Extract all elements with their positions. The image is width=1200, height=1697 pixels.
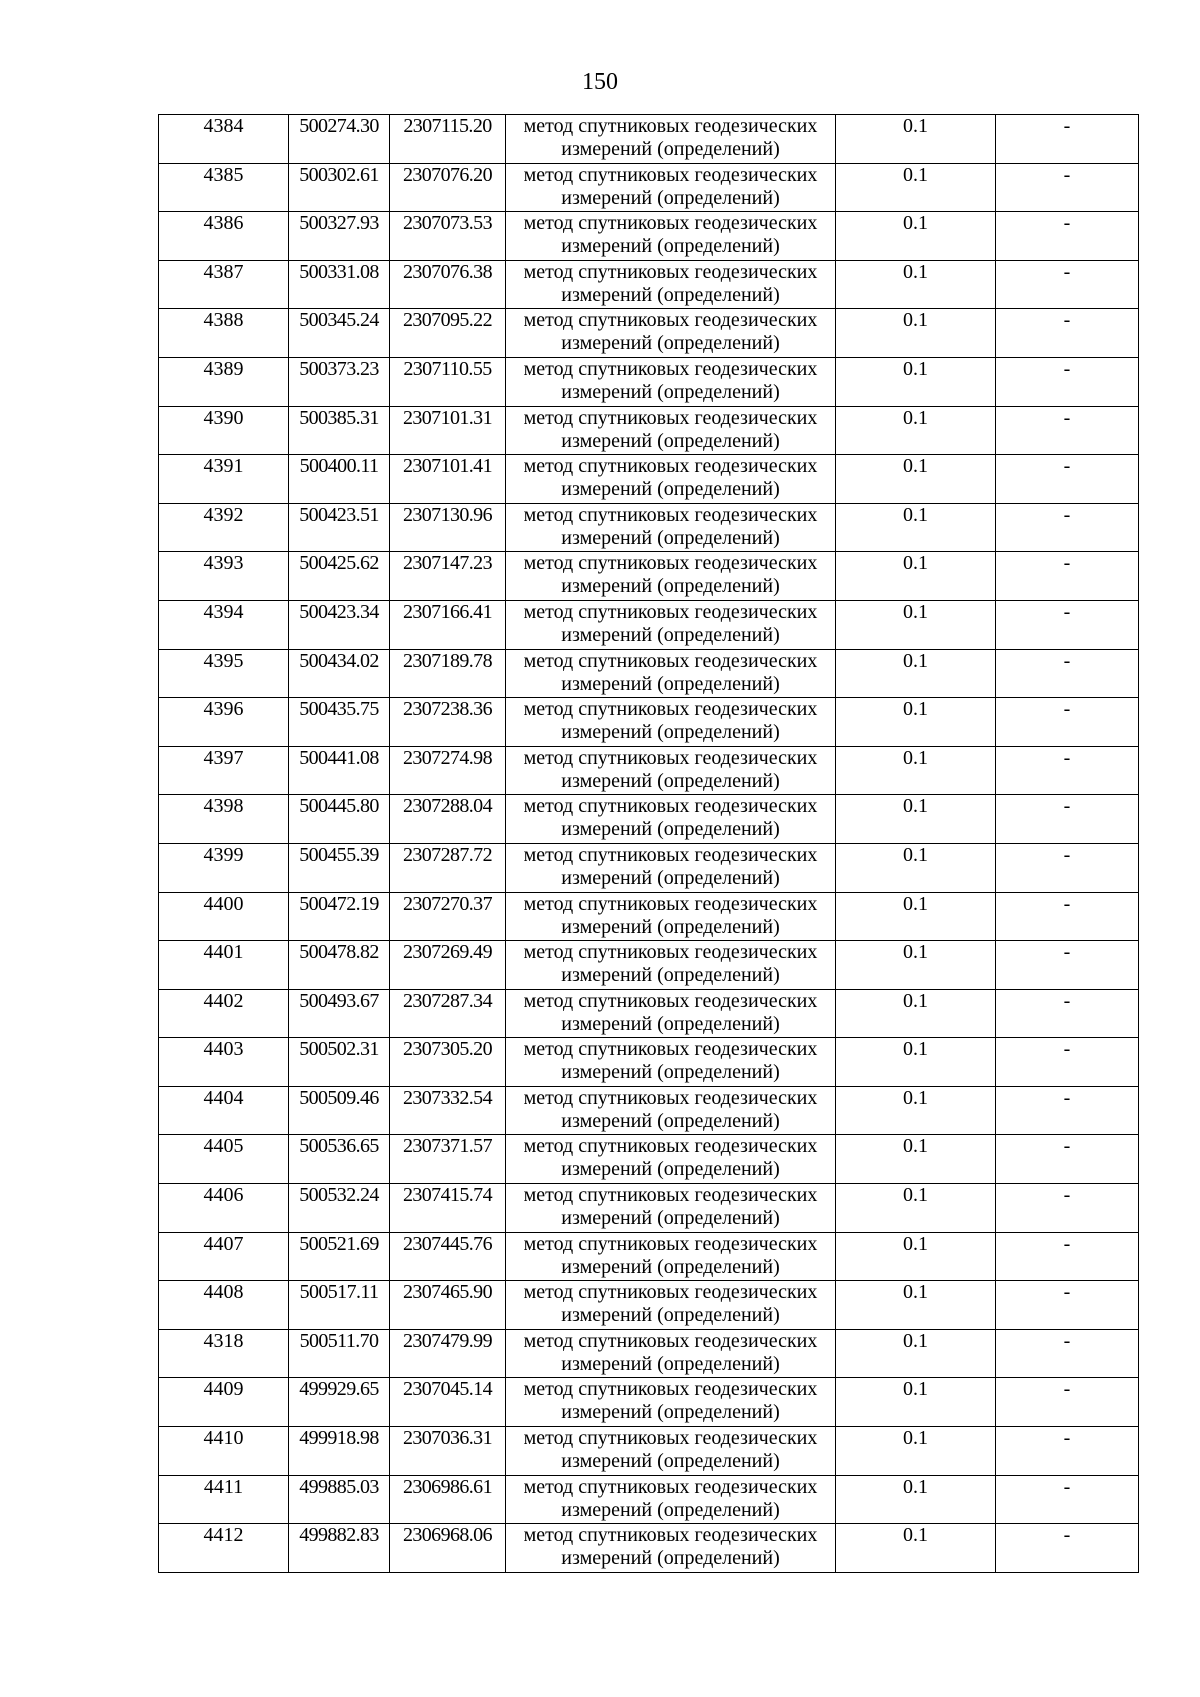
method-text: метод спутниковых геодезических измерений (определений) — [506, 552, 836, 601]
coordinate-x: 499918.98 — [289, 1427, 390, 1476]
accuracy-value: 0.1 — [836, 503, 996, 552]
coordinate-x: 500511.70 — [289, 1329, 390, 1378]
coordinate-x: 500536.65 — [289, 1135, 390, 1184]
coordinate-x: 499882.83 — [289, 1524, 390, 1573]
accuracy-value: 0.1 — [836, 455, 996, 504]
coordinate-y: 2307332.54 — [390, 1086, 506, 1135]
method-text: метод спутниковых геодезических измерений (определений) — [506, 1475, 836, 1524]
accuracy-value: 0.1 — [836, 115, 996, 164]
coordinate-x: 500345.24 — [289, 309, 390, 358]
table-row — [159, 843, 1139, 892]
point-number: 4387 — [159, 260, 289, 309]
coordinate-y: 2307045.14 — [390, 1378, 506, 1427]
method-text: метод спутниковых геодезических измерений (определений) — [506, 163, 836, 212]
point-number: 4397 — [159, 746, 289, 795]
method-text: метод спутниковых геодезических измерений (определений) — [506, 989, 836, 1038]
table-row — [159, 1427, 1139, 1476]
method-text: метод спутниковых геодезических измерений (определений) — [506, 843, 836, 892]
note-value: - — [996, 552, 1139, 601]
point-number: 4396 — [159, 698, 289, 747]
point-number: 4391 — [159, 455, 289, 504]
note-value: - — [996, 115, 1139, 164]
note-value: - — [996, 1038, 1139, 1087]
method-text: метод спутниковых геодезических измерений (определений) — [506, 406, 836, 455]
note-value: - — [996, 1475, 1139, 1524]
note-value: - — [996, 260, 1139, 309]
accuracy-value: 0.1 — [836, 1184, 996, 1233]
accuracy-value: 0.1 — [836, 1427, 996, 1476]
accuracy-value: 0.1 — [836, 698, 996, 747]
coordinate-x: 500331.08 — [289, 260, 390, 309]
note-value: - — [996, 1135, 1139, 1184]
coordinate-x: 500441.08 — [289, 746, 390, 795]
coordinate-x: 500274.30 — [289, 115, 390, 164]
note-value: - — [996, 309, 1139, 358]
table-row — [159, 503, 1139, 552]
table-row — [159, 600, 1139, 649]
coordinate-x: 500478.82 — [289, 941, 390, 990]
coordinate-y: 2307101.41 — [390, 455, 506, 504]
accuracy-value: 0.1 — [836, 309, 996, 358]
accuracy-value: 0.1 — [836, 649, 996, 698]
method-text: метод спутниковых геодезических измерений (определений) — [506, 1184, 836, 1233]
table-row — [159, 892, 1139, 941]
coordinate-x: 499885.03 — [289, 1475, 390, 1524]
accuracy-value: 0.1 — [836, 1086, 996, 1135]
table-row — [159, 163, 1139, 212]
point-number: 4389 — [159, 357, 289, 406]
note-value: - — [996, 600, 1139, 649]
coordinate-y: 2307371.57 — [390, 1135, 506, 1184]
coordinate-x: 500517.11 — [289, 1281, 390, 1330]
accuracy-value: 0.1 — [836, 795, 996, 844]
page-number: 150 — [582, 69, 618, 95]
coordinate-y: 2307166.41 — [390, 600, 506, 649]
coordinate-y: 2307415.74 — [390, 1184, 506, 1233]
table-row — [159, 941, 1139, 990]
method-text: метод спутниковых геодезических измерений (определений) — [506, 1232, 836, 1281]
coordinate-x: 500425.62 — [289, 552, 390, 601]
accuracy-value: 0.1 — [836, 1281, 996, 1330]
point-number: 4402 — [159, 989, 289, 1038]
table-row — [159, 1524, 1139, 1573]
method-text: метод спутниковых геодезических измерений (определений) — [506, 503, 836, 552]
coordinate-y: 2307288.04 — [390, 795, 506, 844]
point-number: 4404 — [159, 1086, 289, 1135]
method-text: метод спутниковых геодезических измерений (определений) — [506, 600, 836, 649]
note-value: - — [996, 649, 1139, 698]
method-text: метод спутниковых геодезических измерений (определений) — [506, 892, 836, 941]
coordinate-y: 2307130.96 — [390, 503, 506, 552]
coordinate-x: 500434.02 — [289, 649, 390, 698]
point-number: 4411 — [159, 1475, 289, 1524]
method-text: метод спутниковых геодезических измерений (определений) — [506, 698, 836, 747]
note-value: - — [996, 455, 1139, 504]
point-number: 4395 — [159, 649, 289, 698]
coordinate-y: 2307274.98 — [390, 746, 506, 795]
table-row — [159, 212, 1139, 261]
accuracy-value: 0.1 — [836, 357, 996, 406]
table-row — [159, 1184, 1139, 1233]
point-number: 4393 — [159, 552, 289, 601]
note-value: - — [996, 1184, 1139, 1233]
table-row — [159, 1281, 1139, 1330]
coordinate-y: 2307445.76 — [390, 1232, 506, 1281]
point-number: 4385 — [159, 163, 289, 212]
coordinate-y: 2307115.20 — [390, 115, 506, 164]
method-text: метод спутниковых геодезических измерений (определений) — [506, 1038, 836, 1087]
coordinate-x: 500423.34 — [289, 600, 390, 649]
method-text: метод спутниковых геодезических измерений (определений) — [506, 260, 836, 309]
accuracy-value: 0.1 — [836, 746, 996, 795]
point-number: 4409 — [159, 1378, 289, 1427]
method-text: метод спутниковых геодезических измерений (определений) — [506, 309, 836, 358]
table-row — [159, 115, 1139, 164]
method-text: метод спутниковых геодезических измерений (определений) — [506, 1427, 836, 1476]
coordinate-y: 2307269.49 — [390, 941, 506, 990]
table-row — [159, 552, 1139, 601]
note-value: - — [996, 1524, 1139, 1573]
coordinate-x: 499929.65 — [289, 1378, 390, 1427]
table-row — [159, 1378, 1139, 1427]
method-text: метод спутниковых геодезических измерений (определений) — [506, 212, 836, 261]
coordinate-y: 2307479.99 — [390, 1329, 506, 1378]
coordinates-table-body — [159, 115, 1139, 1573]
table-row — [159, 698, 1139, 747]
note-value: - — [996, 941, 1139, 990]
note-value: - — [996, 1281, 1139, 1330]
accuracy-value: 0.1 — [836, 212, 996, 261]
note-value: - — [996, 1329, 1139, 1378]
method-text: метод спутниковых геодезических измерений (определений) — [506, 115, 836, 164]
point-number: 4412 — [159, 1524, 289, 1573]
method-text: метод спутниковых геодезических измерений (определений) — [506, 1378, 836, 1427]
method-text: метод спутниковых геодезических измерений (определений) — [506, 1086, 836, 1135]
coordinate-x: 500445.80 — [289, 795, 390, 844]
accuracy-value: 0.1 — [836, 1524, 996, 1573]
table-row — [159, 1135, 1139, 1184]
coordinate-y: 2306968.06 — [390, 1524, 506, 1573]
point-number: 4386 — [159, 212, 289, 261]
table-row — [159, 1329, 1139, 1378]
table-row — [159, 260, 1139, 309]
accuracy-value: 0.1 — [836, 406, 996, 455]
coordinate-y: 2307465.90 — [390, 1281, 506, 1330]
point-number: 4403 — [159, 1038, 289, 1087]
note-value: - — [996, 406, 1139, 455]
coordinate-x: 500385.31 — [289, 406, 390, 455]
coordinate-y: 2307095.22 — [390, 309, 506, 358]
coordinate-y: 2306986.61 — [390, 1475, 506, 1524]
table-row — [159, 795, 1139, 844]
table-row — [159, 1038, 1139, 1087]
coordinate-y: 2307189.78 — [390, 649, 506, 698]
point-number: 4388 — [159, 309, 289, 358]
method-text: метод спутниковых геодезических измерений (определений) — [506, 795, 836, 844]
accuracy-value: 0.1 — [836, 600, 996, 649]
note-value: - — [996, 503, 1139, 552]
coordinate-x: 500435.75 — [289, 698, 390, 747]
note-value: - — [996, 892, 1139, 941]
point-number: 4399 — [159, 843, 289, 892]
accuracy-value: 0.1 — [836, 1378, 996, 1427]
table-row — [159, 1232, 1139, 1281]
note-value: - — [996, 1427, 1139, 1476]
note-value: - — [996, 357, 1139, 406]
accuracy-value: 0.1 — [836, 163, 996, 212]
note-value: - — [996, 989, 1139, 1038]
coordinate-y: 2307270.37 — [390, 892, 506, 941]
coordinate-x: 500472.19 — [289, 892, 390, 941]
coordinate-y: 2307036.31 — [390, 1427, 506, 1476]
note-value: - — [996, 1086, 1139, 1135]
point-number: 4398 — [159, 795, 289, 844]
method-text: метод спутниковых геодезических измерений (определений) — [506, 1329, 836, 1378]
point-number: 4384 — [159, 115, 289, 164]
coordinate-y: 2307073.53 — [390, 212, 506, 261]
point-number: 4406 — [159, 1184, 289, 1233]
accuracy-value: 0.1 — [836, 1038, 996, 1087]
point-number: 4394 — [159, 600, 289, 649]
note-value: - — [996, 698, 1139, 747]
coordinate-y: 2307101.31 — [390, 406, 506, 455]
accuracy-value: 0.1 — [836, 892, 996, 941]
method-text: метод спутниковых геодезических измерений (определений) — [506, 746, 836, 795]
point-number: 4400 — [159, 892, 289, 941]
note-value: - — [996, 843, 1139, 892]
point-number: 4318 — [159, 1329, 289, 1378]
table-row — [159, 746, 1139, 795]
accuracy-value: 0.1 — [836, 260, 996, 309]
point-number: 4407 — [159, 1232, 289, 1281]
coordinate-x: 500400.11 — [289, 455, 390, 504]
point-number: 4405 — [159, 1135, 289, 1184]
note-value: - — [996, 1378, 1139, 1427]
note-value: - — [996, 163, 1139, 212]
coordinate-y: 2307305.20 — [390, 1038, 506, 1087]
note-value: - — [996, 746, 1139, 795]
point-number: 4401 — [159, 941, 289, 990]
point-number: 4390 — [159, 406, 289, 455]
table-row — [159, 357, 1139, 406]
coordinate-x: 500327.93 — [289, 212, 390, 261]
coordinate-x: 500532.24 — [289, 1184, 390, 1233]
table-row — [159, 455, 1139, 504]
coordinate-x: 500302.61 — [289, 163, 390, 212]
method-text: метод спутниковых геодезических измерений (определений) — [506, 649, 836, 698]
method-text: метод спутниковых геодезических измерений (определений) — [506, 1135, 836, 1184]
note-value: - — [996, 795, 1139, 844]
accuracy-value: 0.1 — [836, 989, 996, 1038]
coordinate-x: 500493.67 — [289, 989, 390, 1038]
table-row — [159, 989, 1139, 1038]
table-row — [159, 649, 1139, 698]
point-number: 4410 — [159, 1427, 289, 1476]
accuracy-value: 0.1 — [836, 941, 996, 990]
accuracy-value: 0.1 — [836, 1475, 996, 1524]
table-row — [159, 1086, 1139, 1135]
coordinate-x: 500509.46 — [289, 1086, 390, 1135]
coordinate-y: 2307287.72 — [390, 843, 506, 892]
note-value: - — [996, 212, 1139, 261]
coordinate-y: 2307238.36 — [390, 698, 506, 747]
table-row — [159, 1475, 1139, 1524]
coordinate-y: 2307076.20 — [390, 163, 506, 212]
coordinate-x: 500423.51 — [289, 503, 390, 552]
accuracy-value: 0.1 — [836, 1232, 996, 1281]
coordinate-y: 2307076.38 — [390, 260, 506, 309]
accuracy-value: 0.1 — [836, 552, 996, 601]
method-text: метод спутниковых геодезических измерений (определений) — [506, 1524, 836, 1573]
coordinate-x: 500502.31 — [289, 1038, 390, 1087]
method-text: метод спутниковых геодезических измерений (определений) — [506, 357, 836, 406]
coordinate-y: 2307110.55 — [390, 357, 506, 406]
coordinate-y: 2307147.23 — [390, 552, 506, 601]
point-number: 4392 — [159, 503, 289, 552]
accuracy-value: 0.1 — [836, 1329, 996, 1378]
coordinate-x: 500455.39 — [289, 843, 390, 892]
accuracy-value: 0.1 — [836, 843, 996, 892]
point-number: 4408 — [159, 1281, 289, 1330]
accuracy-value: 0.1 — [836, 1135, 996, 1184]
coordinate-x: 500373.23 — [289, 357, 390, 406]
coordinate-y: 2307287.34 — [390, 989, 506, 1038]
method-text: метод спутниковых геодезических измерений (определений) — [506, 1281, 836, 1330]
table-row — [159, 406, 1139, 455]
note-value: - — [996, 1232, 1139, 1281]
method-text: метод спутниковых геодезических измерений (определений) — [506, 455, 836, 504]
method-text: метод спутниковых геодезических измерений (определений) — [506, 941, 836, 990]
table-row — [159, 309, 1139, 358]
coordinates-table — [158, 114, 1139, 1573]
coordinate-x: 500521.69 — [289, 1232, 390, 1281]
